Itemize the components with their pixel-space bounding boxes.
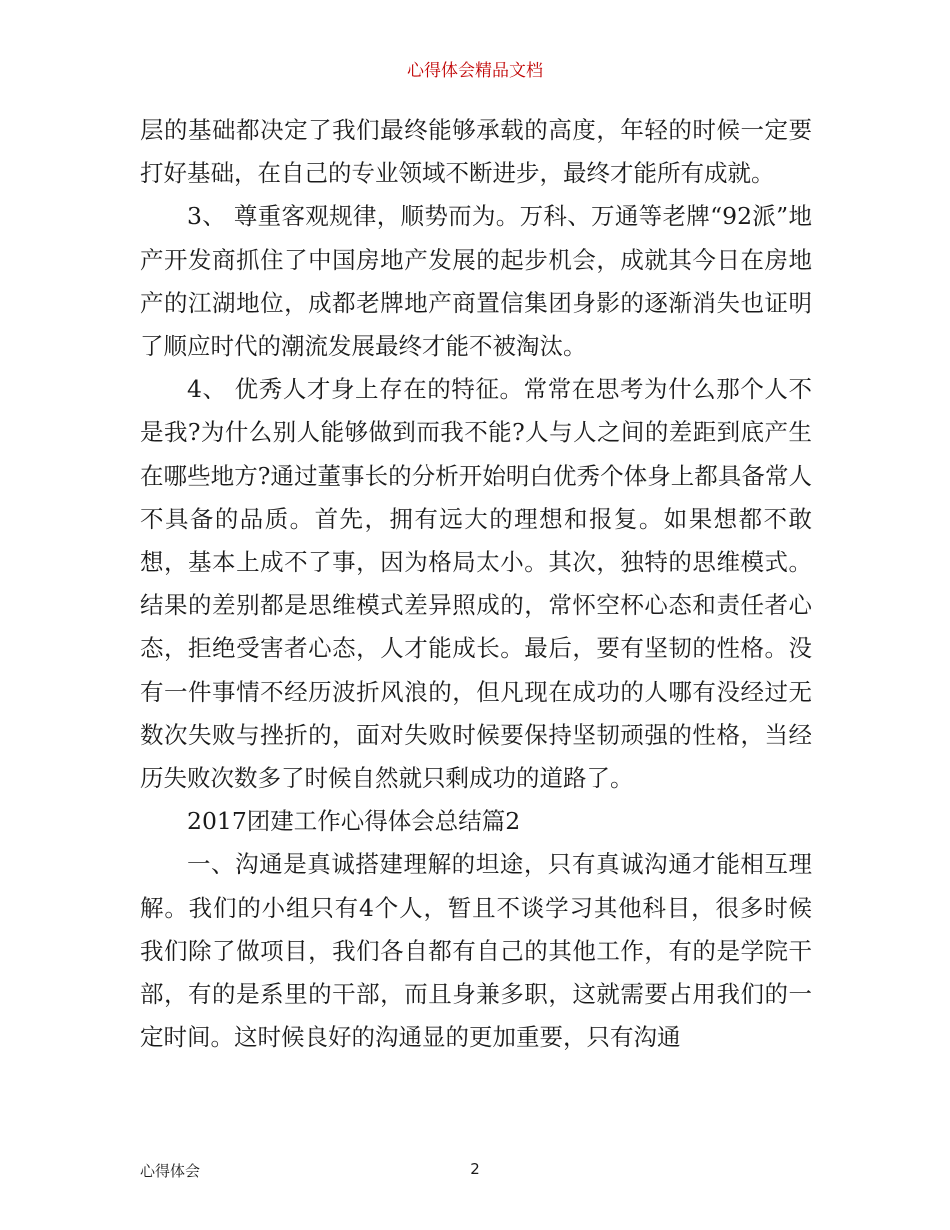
- document-body: [140, 109, 812, 1059]
- section-heading: 2017团建工作心得体会总结篇2: [187, 807, 521, 836]
- page-number: 2: [470, 1160, 480, 1178]
- footer-label: 心得体会: [140, 1162, 201, 1180]
- paragraph-3: 4、 优秀人才身上存在的特征。常常在思考为什么那个人不是我?为什么别人能够做到而我不能?人与人之间的差距到底产生在哪些地方?通过董事长的分析开始明白优秀个体身上都具备常人不具备的品质。首先，拥有远大的理想和报复。如果想都不敢想，基本上成不了事，因为格局太小。其次，独特的思维模式。结果的差别都是思维模式差异照成的，常怀空杯心态和责任者心态，拒绝受害者心态，人才能成长。最后，要有坚韧的性格。没有一件事情不经历波折风浪的，但凡现在成功的人哪有没经过无数次失败与挫折的，面对失败时候要保持坚韧顽强的性格，当经历失败次数多了时候自然就只剩成功的道路了。: [140, 375, 812, 793]
- page-header: 心得体会精品文档: [407, 61, 543, 81]
- paragraph-4: 一、沟通是真诚搭建理解的坦途，只有真诚沟通才能相互理解。我们的小组只有4个人，暂且不谈学习其他科目，很多时候我们除了做项目，我们各自都有自己的其他工作，有的是学院干部，有的是系里的干部，而且身兼多职，这就需要占用我们的一定时间。这时候良好的沟通显的更加重要，只有沟通: [140, 850, 812, 1052]
- paragraph-2: 3、 尊重客观规律，顺势而为。万科、万通等老牌“92派”地产开发商抓住了中国房地产发展的起步机会，成就其今日在房地产的江湖地位，成都老牌地产商置信集团身影的逐渐消失也证明了顺应时代的潮流发展最终才能不被淘汰。: [140, 202, 812, 361]
- paragraph-1: 层的基础都决定了我们最终能够承载的高度，年轻的时候一定要打好基础，在自己的专业领域不断进步，最终才能所有成就。: [140, 116, 812, 188]
